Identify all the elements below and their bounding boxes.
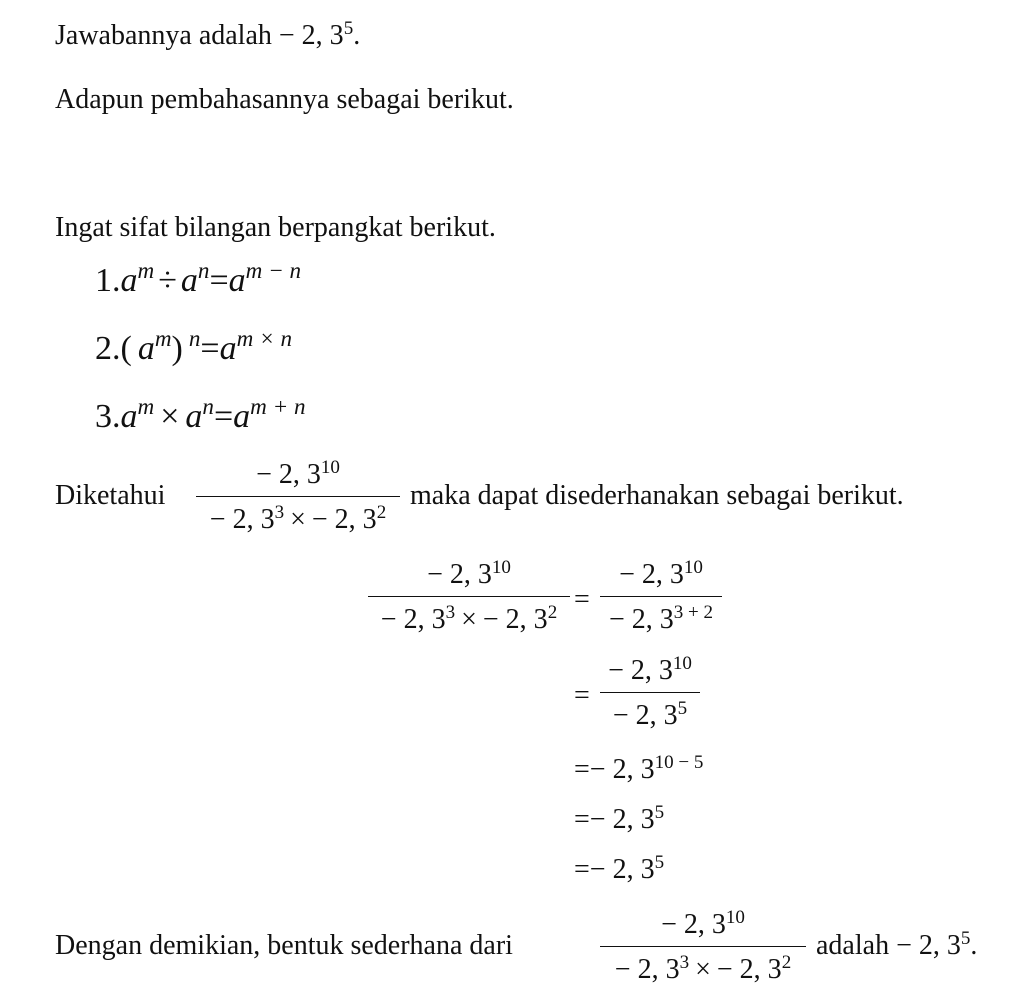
step-5: =− 2, $3^5$ bbox=[574, 851, 665, 885]
conclusion-fraction: − 2, $3^{10}$ − 2, $3^3$ × − 2, $3^2$ bbox=[600, 908, 806, 987]
given-denominator: − 2, $3^3$ × − 2, $3^2$ bbox=[209, 501, 387, 535]
conclusion-label: Dengan demikian, bentuk sederhana dari bbox=[55, 930, 513, 961]
given-after: maka dapat disederhanakan sebagai berikut. bbox=[410, 480, 904, 511]
given-label: Diketahui bbox=[55, 480, 166, 511]
equals-sign: = bbox=[574, 584, 590, 615]
conclusion-tail: adalah − 2, $3^5$. bbox=[816, 927, 978, 961]
equals-sign: = bbox=[574, 680, 590, 711]
step-2-fraction: − 2, $3^{10}$ − 2, $3^5$ bbox=[600, 654, 700, 733]
intro-text: Adapun pembahasannya sebagai berikut. bbox=[55, 84, 514, 115]
step-3: =− 2, $3^{10 - 5}$ bbox=[574, 751, 704, 785]
answer-value: − 2, $3^5$ bbox=[278, 17, 354, 51]
answer-label: Jawabannya adalah bbox=[55, 20, 272, 51]
rule-2: 2.( $a^m$) $^n=a^{m \times n}$ bbox=[95, 326, 293, 367]
fraction-bar bbox=[600, 692, 700, 693]
answer-line bbox=[55, 18, 360, 54]
step-4: =− 2, $3^5$ bbox=[574, 801, 665, 835]
fraction-bar bbox=[196, 496, 400, 497]
answer-period: . bbox=[353, 20, 361, 51]
fraction-bar bbox=[600, 946, 806, 947]
fraction-bar bbox=[600, 596, 722, 597]
rule-intro: Ingat sifat bilangan berpangkat berikut. bbox=[55, 212, 496, 243]
rule-1: $1.a^m \div a^n=a^{m - n}$ bbox=[95, 258, 302, 299]
step-1-fraction: − 2, $3^{10}$ − 2, $3^{3 + 2}$ bbox=[600, 558, 722, 637]
step-lhs-fraction: − 2, $3^{10}$ − 2, $3^3$ × − 2, $3^2$ bbox=[368, 558, 570, 637]
given-numerator: − 2, $3^{10}$ bbox=[256, 456, 340, 490]
rule-3: $3.a^m \times a^n=a^{m + n}$ bbox=[95, 394, 306, 435]
given-fraction bbox=[196, 458, 400, 537]
fraction-bar bbox=[368, 596, 570, 597]
